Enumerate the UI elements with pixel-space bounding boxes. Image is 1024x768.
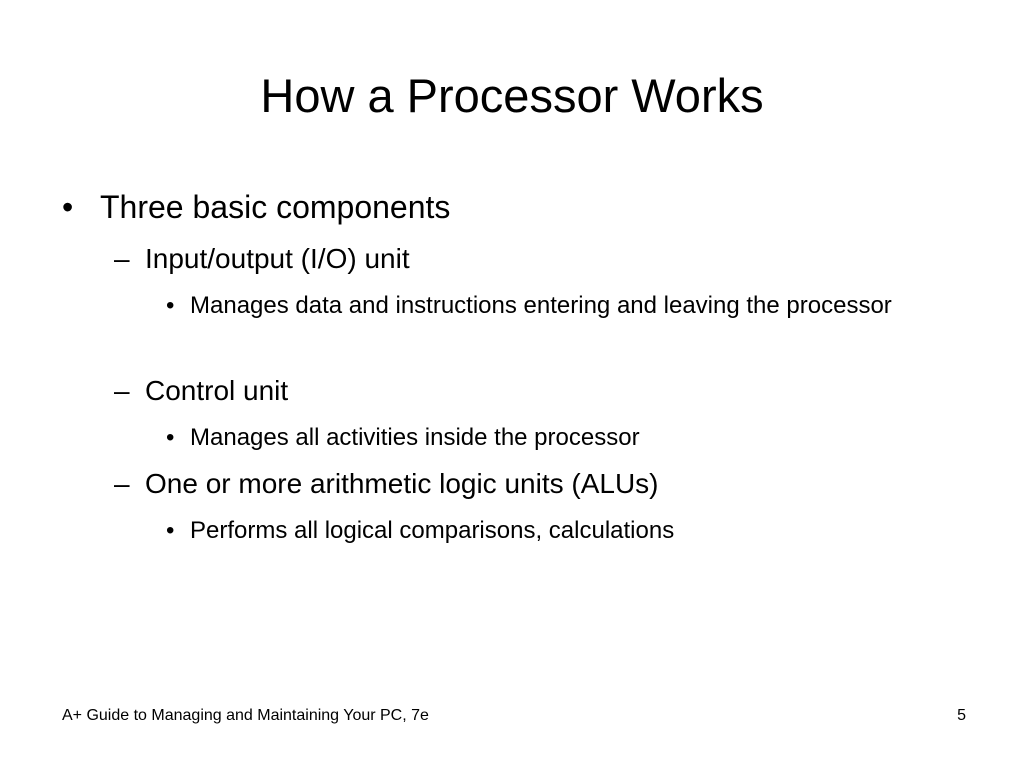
detail-io-unit: Manages data and instructions entering and leaving the processor	[190, 292, 892, 319]
footer-book-title: A+ Guide to Managing and Maintaining Your PC, 7e	[62, 707, 429, 724]
subbullet-control-unit: Control unit	[145, 375, 289, 406]
dash-marker: –	[114, 243, 130, 274]
bullet-marker: •	[62, 189, 74, 225]
slide-title: How a Processor Works	[260, 69, 764, 122]
subbullet-alus: One or more arithmetic logic units (ALUs)	[145, 468, 659, 499]
footer-page-number: 5	[957, 707, 966, 724]
bullet-marker: •	[166, 424, 175, 451]
dash-marker: –	[114, 468, 130, 499]
dash-marker: –	[114, 375, 130, 406]
detail-control-unit: Manages all activities inside the processor	[190, 424, 640, 451]
detail-alus: Performs all logical comparisons, calculations	[190, 517, 675, 544]
bullet-three-basic-components: Three basic components	[100, 189, 451, 225]
subbullet-io-unit: Input/output (I/O) unit	[145, 243, 410, 274]
bullet-marker: •	[166, 517, 175, 544]
bullet-marker: •	[166, 292, 175, 319]
